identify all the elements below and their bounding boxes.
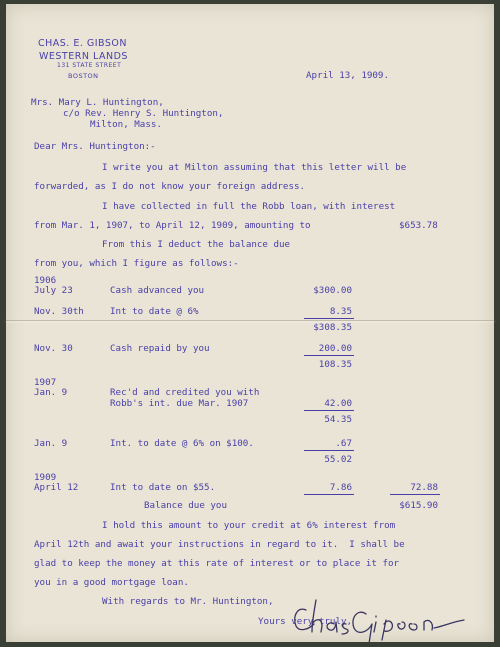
ledger-date: Nov. 30: [34, 343, 73, 354]
balance-label: Balance due you: [144, 500, 227, 511]
closing-line: With regards to Mr. Huntington,: [102, 596, 274, 607]
collected-amount: $653.78: [399, 220, 438, 231]
ledger-desc: Cash advanced you: [110, 285, 205, 296]
ledger-desc: Cash repaid by you: [110, 343, 210, 354]
ledger-desc: Rec'd and credited you with: [110, 387, 260, 398]
balance-amount: $615.90: [399, 500, 438, 511]
ledger-date: Jan. 9: [34, 387, 68, 398]
para3-line-2: from you, which I figure as follows:-: [34, 258, 239, 269]
ledger-desc: Robb's int. due Mar. 1907: [110, 398, 249, 409]
ledger-desc: Int to date on $55.: [110, 482, 216, 493]
ledger-desc: Int. to date @ 6% on $100.: [110, 438, 254, 449]
ledger-subtotal: $308.35: [313, 322, 352, 333]
letterhead-title: WESTERN LANDS: [39, 51, 128, 62]
ledger-amount: .67: [335, 438, 352, 449]
sum-rule: [304, 355, 354, 356]
letterhead-city: BOSTON: [68, 72, 99, 80]
para2-line-1: I have collected in full the Robb loan, with interest: [102, 201, 396, 212]
recipient-line-3: Milton, Mass.: [90, 119, 162, 130]
para3-line-1: From this I deduct the balance due: [102, 239, 291, 250]
letter-sheet: [6, 4, 494, 642]
ledger-subtotal: 108.35: [318, 359, 352, 370]
para1-line-1: I write you at Milton assuming that this letter will be: [102, 162, 407, 173]
ledger-date: July 23: [34, 285, 73, 296]
ledger-year-1906: 1906: [34, 275, 57, 286]
ledger-date: Jan. 9: [34, 438, 68, 449]
para4-line-4: you in a good mortgage loan.: [34, 577, 189, 588]
ledger-date: April 12: [34, 482, 79, 493]
sum-rule: [304, 410, 354, 411]
ledger-desc: Int to date @ 6%: [110, 306, 199, 317]
fold-crease: [6, 320, 494, 321]
sum-rule: [304, 318, 354, 319]
para4-line-2: April 12th and await your instructions in regard to it. I shall be: [34, 539, 405, 550]
recipient-line-2: c/o Rev. Henry S. Huntington,: [63, 108, 224, 119]
ledger-subtotal: 55.02: [324, 454, 352, 465]
para2-line-2: from Mar. 1, 1907, to April 12, 1909, amounting to: [34, 220, 311, 231]
letterhead-street: 131 STATE STREET: [57, 62, 122, 69]
signature: [288, 592, 468, 642]
ledger-subtotal: 54.35: [324, 414, 352, 425]
total-rule: [390, 494, 440, 495]
ledger-amount: 8.35: [329, 306, 352, 317]
ledger-date: Nov. 30th: [34, 306, 84, 317]
para4-line-1: I hold this amount to your credit at 6% interest from: [102, 520, 396, 531]
signoff: Yours very truly,: [258, 616, 353, 627]
salutation: Dear Mrs. Huntington:-: [34, 141, 156, 152]
ledger-amount: 7.86: [329, 482, 352, 493]
letterhead-name: CHAS. E. GIBSON: [38, 38, 128, 49]
recipient-line-1: Mrs. Mary L. Huntington,: [31, 97, 164, 108]
ledger-amount: $300.00: [313, 285, 352, 296]
ledger-year-1907: 1907: [34, 377, 57, 388]
ledger-total: 72.88: [410, 482, 438, 493]
sum-rule: [304, 494, 354, 495]
ledger-amount: 200.00: [318, 343, 352, 354]
ledger-year-1909: 1909: [34, 472, 57, 483]
para1-line-2: forwarded, as I do not know your foreign address.: [34, 181, 306, 192]
sum-rule: [304, 450, 354, 451]
letter-date: April 13, 1909.: [306, 70, 389, 81]
para4-line-3: glad to keep the money at this rate of interest or to place it for: [34, 558, 400, 569]
ledger-amount: 42.00: [324, 398, 352, 409]
